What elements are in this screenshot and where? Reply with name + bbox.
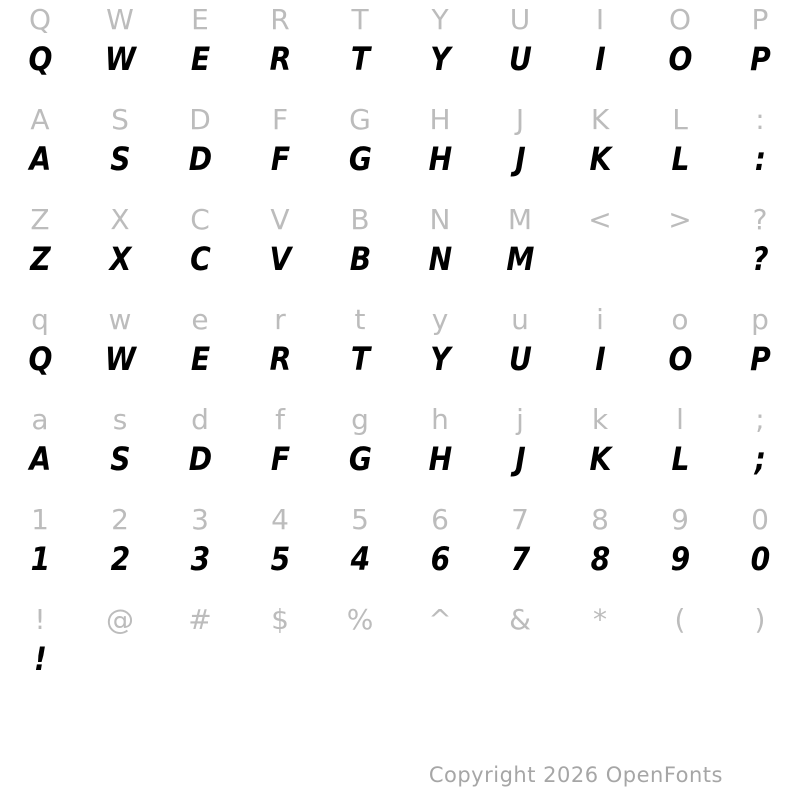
glyph-cell: I [595, 3, 605, 36]
glyph-cell: 1 [31, 503, 49, 536]
glyph-cell: 1 [30, 540, 50, 578]
glyph-cell: E [190, 40, 210, 78]
glyph-cell: Y [430, 340, 450, 378]
glyph-cell: h [431, 403, 449, 436]
specimen-pair [0, 100, 800, 200]
glyph-cell: X [110, 203, 130, 236]
glyph-cell: J [515, 140, 525, 178]
glyph-cell: R [269, 40, 291, 78]
glyph-cell: Q [28, 340, 52, 378]
glyph-cell: 9 [670, 540, 690, 578]
glyph-cell: O [668, 340, 692, 378]
glyph-cell: Y [430, 40, 450, 78]
sample-row [0, 636, 800, 682]
glyph-cell: 5 [351, 503, 369, 536]
glyph-cell: F [270, 140, 290, 178]
glyph-cell: T [350, 40, 370, 78]
glyph-cell [725, 636, 795, 682]
glyph-cell: 6 [430, 540, 450, 578]
glyph-cell: V [269, 240, 291, 278]
glyph-cell: ) [754, 603, 766, 636]
glyph-cell: J [515, 103, 525, 136]
glyph-cell: R [270, 3, 290, 36]
glyph-cell [645, 636, 715, 682]
specimen-pair [0, 400, 800, 500]
glyph-cell: Q [28, 40, 52, 78]
glyph-cell: B [350, 203, 370, 236]
reference-row [0, 400, 800, 440]
glyph-cell: P [750, 40, 770, 78]
glyph-cell: W [104, 40, 136, 78]
glyph-cell: ; [755, 403, 765, 436]
sample-row [0, 136, 800, 182]
glyph-cell: 4 [350, 540, 370, 578]
specimen-pair [0, 200, 800, 300]
glyph-cell: g [351, 403, 369, 436]
specimen-pair [0, 600, 800, 700]
glyph-cell: N [428, 240, 452, 278]
glyph-cell: A [29, 440, 51, 478]
glyph-cell: : [755, 103, 765, 136]
glyph-cell [405, 636, 475, 682]
glyph-cell: L [671, 440, 689, 478]
glyph-cell [165, 636, 235, 682]
glyph-cell: @ [106, 603, 134, 636]
glyph-cell: ? [752, 240, 768, 278]
glyph-cell: k [591, 403, 609, 436]
glyph-cell: o [671, 303, 689, 336]
glyph-cell: 4 [271, 503, 289, 536]
sample-row [0, 336, 800, 382]
glyph-cell: V [270, 203, 290, 236]
glyph-cell: i [596, 303, 604, 336]
glyph-cell: D [188, 440, 212, 478]
glyph-cell: A [30, 103, 50, 136]
glyph-cell: H [428, 140, 452, 178]
reference-row [0, 500, 800, 540]
glyph-cell: # [188, 603, 212, 636]
glyph-cell: q [31, 303, 49, 336]
glyph-cell: e [191, 303, 209, 336]
glyph-cell: S [110, 140, 130, 178]
glyph-cell [645, 236, 715, 282]
glyph-cell: 5 [270, 540, 290, 578]
reference-row [0, 200, 800, 240]
sample-row [0, 436, 800, 482]
glyph-cell: 9 [671, 503, 689, 536]
glyph-cell: W [106, 3, 134, 36]
glyph-cell: S [111, 103, 129, 136]
glyph-cell: 6 [431, 503, 449, 536]
footer-copyright: Copyright 2026 OpenFonts [428, 763, 723, 787]
glyph-cell: F [270, 440, 290, 478]
glyph-cell: O [668, 3, 692, 36]
glyph-cell: 2 [110, 540, 130, 578]
glyph-cell: L [672, 103, 688, 136]
glyph-cell: W [104, 340, 136, 378]
glyph-cell: E [190, 340, 210, 378]
glyph-cell: L [671, 140, 689, 178]
glyph-cell: ( [674, 603, 686, 636]
glyph-cell: P [751, 3, 769, 36]
glyph-cell: d [191, 403, 209, 436]
reference-row [0, 300, 800, 340]
glyph-cell: : [754, 140, 766, 178]
glyph-cell: 3 [190, 540, 210, 578]
glyph-cell: H [429, 103, 451, 136]
glyph-cell: a [31, 403, 49, 436]
glyph-cell: G [349, 103, 371, 136]
glyph-cell: K [589, 140, 611, 178]
reference-row [0, 600, 800, 640]
reference-row [0, 100, 800, 140]
glyph-cell: K [590, 103, 610, 136]
glyph-cell: p [751, 303, 769, 336]
glyph-cell: 0 [751, 503, 769, 536]
glyph-cell: G [348, 440, 372, 478]
glyph-cell: M [506, 240, 534, 278]
specimen-pair [0, 500, 800, 600]
glyph-cell [325, 636, 395, 682]
glyph-cell: D [188, 140, 212, 178]
glyph-cell: 7 [510, 540, 530, 578]
glyph-cell [245, 636, 315, 682]
glyph-cell: 0 [750, 540, 770, 578]
glyph-cell: % [346, 603, 374, 636]
glyph-cell: Q [28, 3, 52, 36]
glyph-cell: R [269, 340, 291, 378]
glyph-cell [85, 636, 155, 682]
glyph-cell: G [348, 140, 372, 178]
glyph-cell: 8 [591, 503, 609, 536]
glyph-cell: J [515, 440, 525, 478]
reference-row [0, 0, 800, 40]
glyph-cell: ^ [428, 603, 452, 636]
glyph-cell: f [275, 403, 285, 436]
glyph-cell: $ [271, 603, 289, 636]
glyph-cell: F [271, 103, 289, 136]
glyph-cell: B [349, 240, 371, 278]
glyph-cell: Z [30, 203, 50, 236]
glyph-cell: N [429, 203, 451, 236]
glyph-cell: l [676, 403, 684, 436]
glyph-cell: 3 [191, 503, 209, 536]
glyph-cell: ! [34, 603, 46, 636]
glyph-cell: w [108, 303, 132, 336]
glyph-cell: T [351, 3, 369, 36]
glyph-cell: 8 [590, 540, 610, 578]
glyph-cell: C [190, 240, 210, 278]
glyph-cell: t [354, 303, 366, 336]
glyph-cell: r [274, 303, 286, 336]
glyph-cell: E [191, 3, 209, 36]
glyph-cell: * [593, 603, 607, 636]
glyph-cell: ; [754, 440, 766, 478]
glyph-cell: & [509, 603, 531, 636]
glyph-cell: O [668, 40, 692, 78]
glyph-cell: U [509, 40, 531, 78]
glyph-cell: y [431, 303, 449, 336]
glyph-cell: A [29, 140, 51, 178]
glyph-cell: U [509, 340, 531, 378]
sample-row [0, 236, 800, 282]
glyph-cell: K [589, 440, 611, 478]
glyph-cell: I [595, 340, 605, 378]
glyph-cell [485, 636, 555, 682]
glyph-cell: u [511, 303, 529, 336]
sample-row [0, 536, 800, 582]
glyph-cell: U [509, 3, 531, 36]
glyph-cell: ? [752, 203, 768, 236]
glyph-cell: j [516, 403, 524, 436]
glyph-cell: Y [431, 3, 449, 36]
glyph-cell: Z [30, 240, 50, 278]
glyph-cell: < [588, 203, 612, 236]
glyph-cell: P [750, 340, 770, 378]
glyph-cell: > [668, 203, 692, 236]
glyph-cell: T [350, 340, 370, 378]
glyph-cell: ! [34, 640, 46, 678]
glyph-cell: S [110, 440, 130, 478]
glyph-cell: 2 [111, 503, 129, 536]
glyph-cell: X [109, 240, 131, 278]
glyph-cell [565, 636, 635, 682]
glyph-cell: D [189, 103, 211, 136]
sample-row [0, 36, 800, 82]
glyph-cell: s [112, 403, 128, 436]
glyph-cell [565, 236, 635, 282]
glyph-cell: I [595, 40, 605, 78]
glyph-cell: H [428, 440, 452, 478]
specimen-pair [0, 300, 800, 400]
glyph-cell: C [190, 203, 210, 236]
specimen-pair [0, 0, 800, 100]
glyph-cell: 7 [511, 503, 529, 536]
glyph-cell: M [507, 203, 533, 236]
